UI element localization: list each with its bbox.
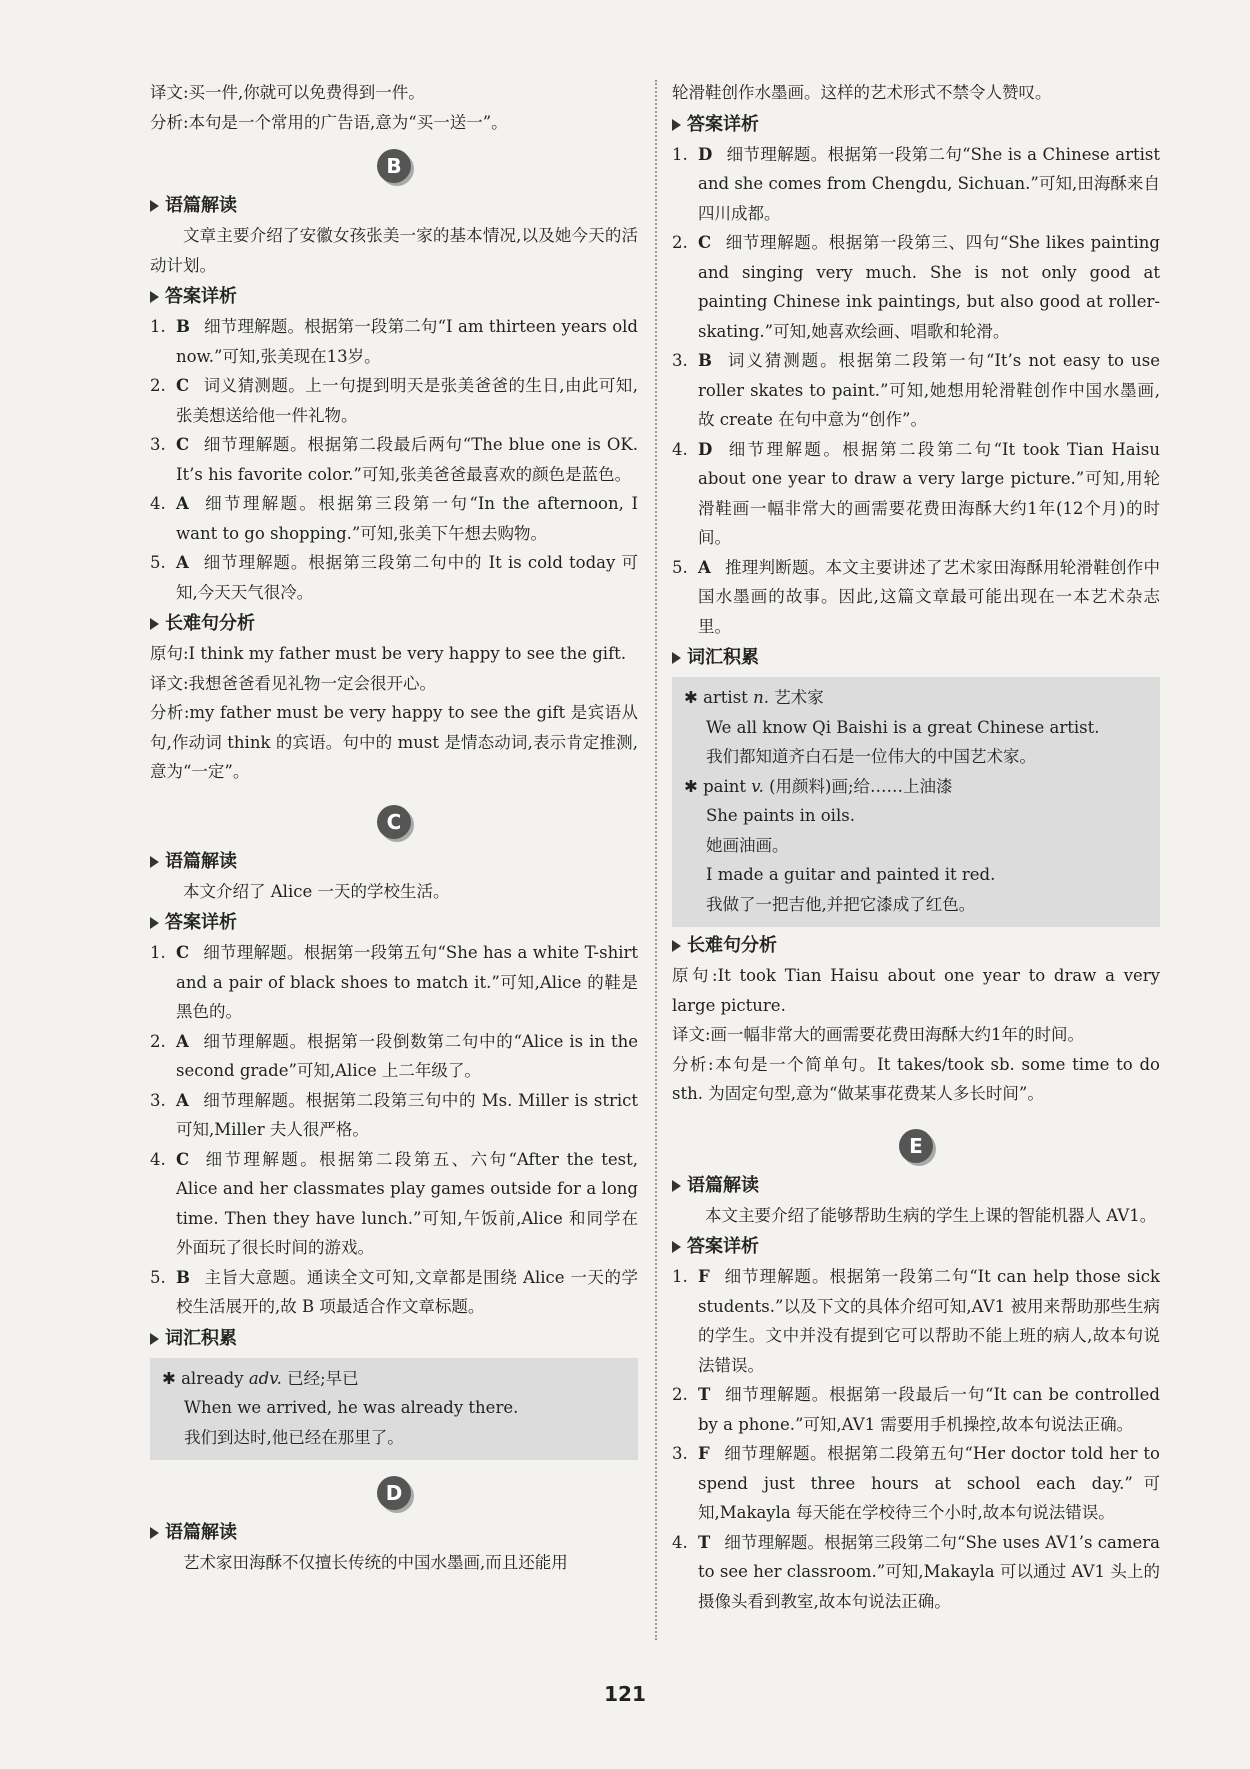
column-divider xyxy=(655,80,657,1640)
answers-c-list xyxy=(150,938,638,1322)
answer-item: 3. B 词义猜测题。根据第二段第一句“It’s not easy to use roller skates to paint.”可知,她想用轮滑鞋创作中国水墨画,故 create 在句中意为“创作”。 xyxy=(672,351,1160,429)
answer-item: 4. A 细节理解题。根据第三段第一句“In the afternoon, I want to go shopping.”可知,张美下午想去购物。 xyxy=(150,494,638,543)
vocab-example-en: She paints in oils. xyxy=(706,806,855,825)
arrow-icon xyxy=(150,291,159,303)
heading-vocab-c: 词汇积累 xyxy=(150,1324,638,1354)
left-column xyxy=(150,78,638,1578)
answer-item: 5. B 主旨大意题。通读全文可知,文章都是围绕 Alice 一天的学校生活展开的,故 B 项最适合作文章标题。 xyxy=(150,1267,638,1316)
answer-item: 5. A 推理判断题。本文主要讲述了艺术家田海酥用轮滑鞋创作中国水墨画的故事。因此,这篇文章最可能出现在一本艺术杂志里。 xyxy=(672,557,1160,636)
analysis-sentence: 分析:本句是一个简单句。It takes/took sb. some time to do sth. 为固定句型,意为“做某事花费某人多长时间”。 xyxy=(672,1054,1160,1103)
arrow-icon xyxy=(672,1241,681,1253)
section-d-badge: D xyxy=(377,1476,411,1510)
answer-item: 1. F 细节理解题。根据第一段第二句“It can help those sick students.”以及下文的具体介绍可知,AV1 被用来帮助那些生病的学生。文中并没有提到它可以帮助不能上班的病人,故本句说法错误。 xyxy=(672,1267,1160,1375)
original-sentence: 原句:I think my father must be very happy to see the gift. xyxy=(150,644,627,663)
analysis-line: 分析:本句是一个常用的广告语,意为“买一送一”。 xyxy=(150,112,508,132)
heading-answers-b: 答案详析 xyxy=(150,282,638,312)
translation-line: 译文:买一件,你就可以免费得到一件。 xyxy=(150,83,425,102)
vocab-example-en: I made a guitar and painted it red. xyxy=(706,865,996,884)
heading-long-sentence-b: 长难句分析 xyxy=(150,609,638,639)
answer-item: 2. A 细节理解题。根据第一段倒数第二句中的“Alice is in the second grade”可知,Alice 上二年级了。 xyxy=(150,1031,638,1080)
heading-reading-e: 语篇解读 xyxy=(672,1171,1160,1201)
answer-item: 5. A 细节理解题。根据第三段第二句中的 It is cold today 可知,今天天气很冷。 xyxy=(150,553,638,602)
reading-c-text: 本文介绍了 Alice 一天的学校生活。 xyxy=(183,881,450,901)
arrow-icon xyxy=(672,940,681,952)
answers-b-list xyxy=(150,312,638,607)
original-sentence: 原句:It took Tian Haisu about one year to draw a very large picture. xyxy=(672,966,1160,1015)
answer-item: 3. A 细节理解题。根据第二段第三句中的 Ms. Miller is strict 可知,Miller 夫人很严格。 xyxy=(150,1090,638,1139)
page-number: 121 xyxy=(604,1682,646,1706)
reading-e-text: 本文主要介绍了能够帮助生病的学生上课的智能机器人 AV1。 xyxy=(705,1205,1157,1225)
arrow-icon xyxy=(150,200,159,212)
right-column xyxy=(672,78,1160,1616)
answer-item: 3. F 细节理解题。根据第二段第五句“Her doctor told her to spend just three hours at school each day.”可知,Makayla 每天能在学校待三个小时,故本句说法错误。 xyxy=(672,1444,1160,1522)
arrow-icon xyxy=(150,1527,159,1539)
answer-item: 1. D 细节理解题。根据第一段第二句“She is a Chinese artist and she comes from Chengdu, Sichuan.”可知,田海酥来自四川成都。 xyxy=(672,144,1160,223)
heading-reading-b: 语篇解读 xyxy=(150,191,638,221)
arrow-icon xyxy=(150,917,159,929)
answer-item: 3. C 细节理解题。根据第二段最后两句“The blue one is OK. It’s his favorite color.”可知,张美爸爸最喜欢的颜色是蓝色。 xyxy=(150,435,638,484)
answer-item: 2. C 细节理解题。根据第一段第三、四句“She likes painting and singing very much. She is not only good at painting Chinese ink paintings, but also good at roller-skating.”可知,她喜欢绘画、唱歌和轮滑。 xyxy=(672,233,1160,341)
translation-sentence: 译文:我想爸爸看见礼物一定会很开心。 xyxy=(150,673,437,693)
vocab-example-en: We all know Qi Baishi is a great Chinese artist. xyxy=(706,717,1100,737)
answer-item: 4. C 细节理解题。根据第二段第五、六句“After the test, Alice and her classmates play games outside for a long time. Then they have lunch.”可知,午饭前,Alice 和同学在外面玩了很长时间的游戏。 xyxy=(150,1149,638,1257)
answers-d-list xyxy=(672,140,1160,642)
vocab-example-cn: 我做了一把吉他,并把它漆成了红色。 xyxy=(706,894,976,914)
heading-long-sentence-d: 长难句分析 xyxy=(672,931,1160,961)
vocab-example-cn: 我们到达时,他已经在那里了。 xyxy=(184,1427,404,1447)
vocab-example-en: When we arrived, he was already there. xyxy=(184,1398,519,1417)
vocab-entry: ✱ already adv. 已经;早已 xyxy=(162,1368,359,1388)
heading-answers-d: 答案详析 xyxy=(672,110,1160,140)
vocab-example-cn: 她画油画。 xyxy=(706,835,789,855)
analysis-sentence: 分析:my father must be very happy to see the gift 是宾语从句,作动词 think 的宾语。句中的 must 是情态动词,表示肯定推测,意为“一定”。 xyxy=(150,703,638,781)
arrow-icon xyxy=(672,119,681,131)
section-c-badge: C xyxy=(377,805,411,839)
heading-reading-c: 语篇解读 xyxy=(150,847,638,877)
reading-b-text: 文章主要介绍了安徽女孩张美一家的基本情况,以及她今天的活动计划。 xyxy=(150,226,638,275)
arrow-icon xyxy=(150,856,159,868)
reading-d-text-cont: 轮滑鞋创作水墨画。这样的艺术形式不禁令人赞叹。 xyxy=(672,83,1052,102)
answer-item: 2. T 细节理解题。根据第一段最后一句“It can be controlled by a phone.”可知,AV1 需要用手机操控,故本句说法正确。 xyxy=(672,1385,1160,1434)
translation-sentence: 译文:画一幅非常大的画需要花费田海酥大约1年的时间。 xyxy=(672,1025,1085,1044)
vocab-box-c xyxy=(150,1358,638,1461)
arrow-icon xyxy=(150,1333,159,1345)
arrow-icon xyxy=(672,652,681,664)
arrow-icon xyxy=(672,1180,681,1192)
heading-answers-e: 答案详析 xyxy=(672,1232,1160,1262)
answer-item: 1. B 细节理解题。根据第一段第二句“I am thirteen years old now.”可知,张美现在13岁。 xyxy=(150,317,638,366)
arrow-icon xyxy=(150,618,159,630)
vocab-example-cn: 我们都知道齐白石是一位伟大的中国艺术家。 xyxy=(706,747,1036,766)
answers-e-list xyxy=(672,1262,1160,1616)
answer-item: 2. C 词义猜测题。上一句提到明天是张美爸爸的生日,由此可知,张美想送给他一件礼物。 xyxy=(150,376,638,425)
vocab-box-d xyxy=(672,677,1160,927)
section-b-badge: B xyxy=(377,149,411,183)
vocab-entry: ✱ artist n. 艺术家 xyxy=(684,688,824,707)
answer-item: 1. C 细节理解题。根据第一段第五句“She has a white T-shirt and a pair of black shoes to match it.”可知,Alice 的鞋是黑色的。 xyxy=(150,943,638,1021)
answer-item: 4. T 细节理解题。根据第三段第二句“She uses AV1’s camera to see her classroom.”可知,Makayla 可以通过 AV1 头上的摄像头看到教室,故本句说法正确。 xyxy=(672,1532,1160,1611)
heading-answers-c: 答案详析 xyxy=(150,908,638,938)
heading-reading-d: 语篇解读 xyxy=(150,1518,638,1548)
reading-d-text: 艺术家田海酥不仅擅长传统的中国水墨画,而且还能用 xyxy=(183,1553,568,1572)
section-e-badge: E xyxy=(899,1129,933,1163)
answer-item: 4. D 细节理解题。根据第二段第二句“It took Tian Haisu about one year to draw a very large picture.”可知,用轮滑鞋画一幅非常大的画需要花费田海酥大约1年(12个月)的时间。 xyxy=(672,439,1160,547)
vocab-entry: ✱ paint v. (用颜料)画;给……上油漆 xyxy=(684,776,953,796)
heading-vocab-d: 词汇积累 xyxy=(672,643,1160,673)
